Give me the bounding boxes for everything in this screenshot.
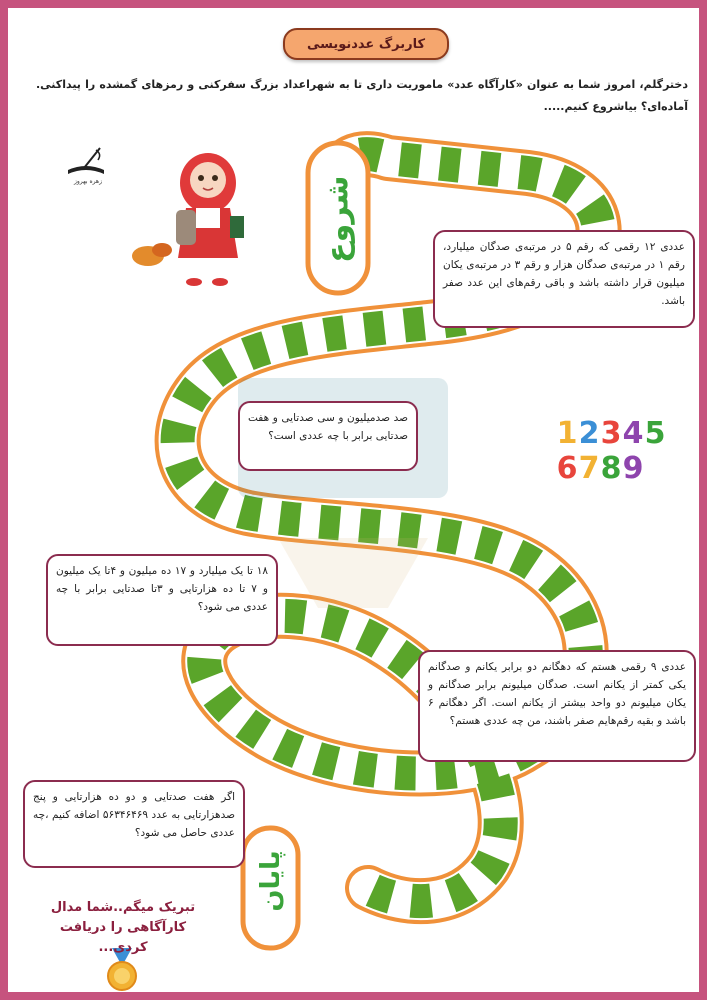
logo-icon [68, 148, 104, 174]
number-7: 7 [578, 451, 600, 486]
logo-caption: زهره بهروز [74, 178, 102, 185]
number-9: 9 [622, 451, 644, 486]
intro-text: دخترگلم، امروز شما به عنوان «کارآگاه عدد» ماموریت داری تا به شهراعداد بزرگ سفرکنی و رمزهای گمشده را پیداکنی. آماده‌ای؟ بیاشروع کنیم..... [36, 78, 688, 113]
question-bubble-3 [46, 554, 278, 646]
question-5-text: اگر هفت صدتایی و دو ده هزارتایی و پنج صدهزارتایی به عدد ۵۶۳۴۶۴۶۹ اضافه کنیم ،چه عددی حاصل می شود؟ [33, 791, 235, 839]
girl-character [176, 153, 244, 286]
page-title: کاربرگ عددنویسی [283, 28, 449, 60]
question-bubble-4 [418, 650, 696, 762]
question-bubble-1 [433, 230, 695, 328]
question-3-text: ۱۸ تا یک میلیارد و ۱۷ ده میلیون و ۴تا یک میلیون و ۷ تا ده هزارتایی و ۳تا صدتایی برابر با چه عددی می شود؟ [56, 565, 268, 613]
congrats-text: تبریک میگم..شما مدال کارآگاهی را دریافت کردی... [50, 900, 196, 955]
number-2: 2 [578, 416, 600, 451]
number-3: 3 [600, 416, 622, 451]
number-1: 1 [556, 416, 578, 451]
question-bubble-2 [238, 401, 418, 471]
question-1-text: عددی ۱۲ رقمی که رقم ۵ در مرتبه‌ی صدگان میلیارد، رقم ۱ در مرتبه‌ی صدگان هزار و رقم ۳ در مرتبه‌ی یکان میلیون قرار داشته باشد و باقی رقم‌های این عدد صفر باشد. [443, 241, 686, 307]
number-6: 6 [556, 451, 578, 486]
end-label: پایان [256, 850, 286, 912]
question-bubble-5 [23, 780, 245, 868]
colorful-numbers [556, 416, 686, 486]
number-8: 8 [600, 451, 622, 486]
number-5: 5 [644, 416, 666, 451]
question-4-text: عددی ۹ رقمی هستم که دهگانم دو برابر یکانم و صدگانم یکی کمتر از یکانم است. صدگان میلیونم برابر صدگانم و یکان میلیونم دو واحد بیشتر از یکانم است. اگر دهگانم ۶ باشد و بقیه رقم‌هایم صفر باشند، من چه عددی هستم؟ [428, 661, 686, 727]
start-label: شروع [320, 175, 356, 263]
question-2-text: صد صدمیلیون و سی صدتایی و هفت صدتایی برابر با چه عددی است؟ [248, 412, 408, 442]
number-4: 4 [622, 416, 644, 451]
leaves-decoration [132, 243, 172, 266]
